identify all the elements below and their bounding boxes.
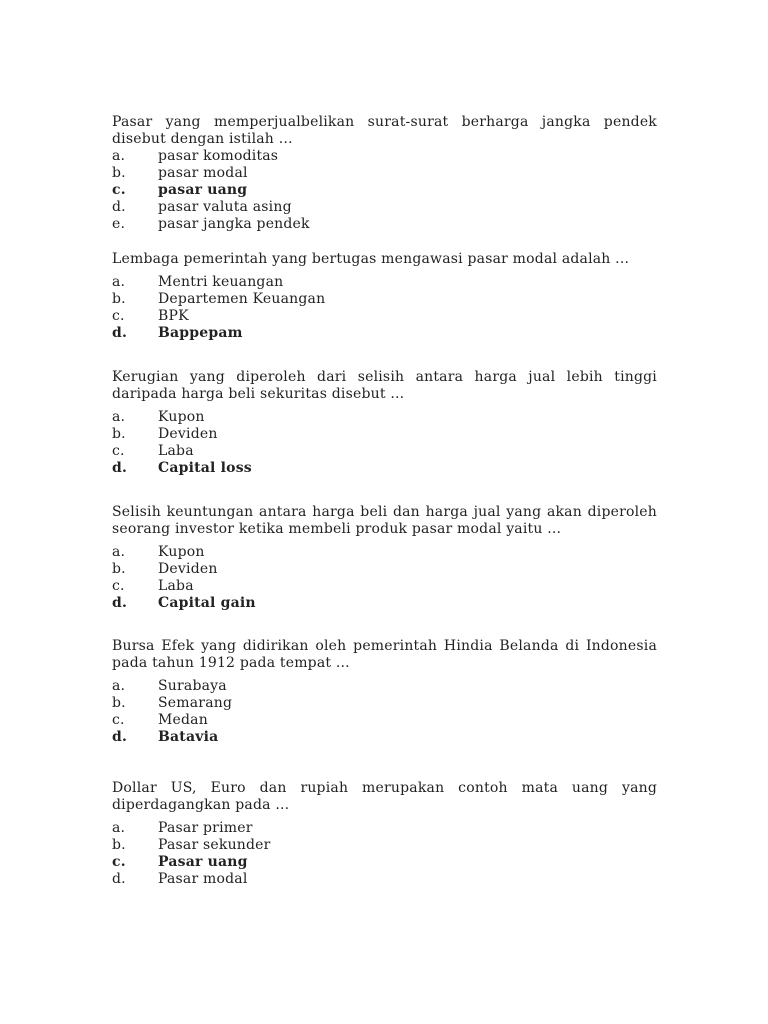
option-text: Capital loss <box>158 460 252 476</box>
option-item <box>112 561 657 578</box>
option-text: Pasar modal <box>158 871 248 887</box>
option-letter: b. <box>112 695 126 711</box>
option-item <box>112 695 657 712</box>
question-block-1 <box>112 114 657 233</box>
option-item <box>112 578 657 595</box>
option-text: Bappepam <box>158 325 243 341</box>
option-item <box>112 871 657 888</box>
option-list <box>112 678 657 746</box>
question-text: Kerugian yang diperoleh dari selisih antara harga jual lebih tinggi daripada harga beli sekuritas disebut ... <box>112 369 657 402</box>
option-letter: b. <box>112 426 126 442</box>
option-item <box>112 274 657 291</box>
question-text: Bursa Efek yang didirikan oleh pemerintah Hindia Belanda di Indonesia pada tahun 1912 pada tempat ... <box>112 638 657 671</box>
option-text: Pasar uang <box>158 854 248 870</box>
option-item <box>112 199 657 216</box>
option-letter: d. <box>112 595 128 611</box>
option-text: Laba <box>158 578 194 594</box>
option-item <box>112 308 657 325</box>
option-text: pasar jangka pendek <box>158 216 310 232</box>
option-letter: a. <box>112 409 126 425</box>
option-item <box>112 820 657 837</box>
option-item <box>112 291 657 308</box>
option-text: BPK <box>158 308 189 324</box>
option-list <box>112 409 657 477</box>
option-item <box>112 216 657 233</box>
option-item <box>112 409 657 426</box>
question-text: Pasar yang memperjualbelikan surat-surat berharga jangka pendek disebut dengan istilah … <box>112 114 657 147</box>
option-list <box>112 274 657 342</box>
option-item <box>112 148 657 165</box>
correct-option-item <box>112 460 657 477</box>
option-text: Laba <box>158 443 194 459</box>
question-text: Lembaga pemerintah yang bertugas mengawasi pasar modal adalah ... <box>112 251 630 267</box>
option-text: Semarang <box>158 695 233 711</box>
option-item <box>112 426 657 443</box>
option-letter: b. <box>112 291 126 307</box>
option-letter: c. <box>112 443 125 459</box>
option-item <box>112 443 657 460</box>
option-letter: c. <box>112 308 125 324</box>
option-item <box>112 544 657 561</box>
option-list <box>112 820 657 888</box>
option-letter: c. <box>112 578 125 594</box>
option-letter: c. <box>112 182 126 198</box>
option-text: Mentri keuangan <box>158 274 284 290</box>
option-list <box>112 148 657 233</box>
option-text: Pasar primer <box>158 820 253 836</box>
option-text: Batavia <box>158 729 219 745</box>
option-letter: b. <box>112 165 126 181</box>
question-block-2 <box>112 251 657 342</box>
option-text: Deviden <box>158 561 218 577</box>
option-letter: c. <box>112 712 125 728</box>
question-text: Selisih keuntungan antara harga beli dan harga jual yang akan diperoleh seorang investor ketika membeli produk pasar modal yaitu ... <box>112 504 657 537</box>
option-text: Kupon <box>158 544 205 560</box>
correct-option-item <box>112 854 657 871</box>
option-letter: c. <box>112 854 126 870</box>
question-block-4 <box>112 504 657 612</box>
option-list <box>112 544 657 612</box>
question-block-5 <box>112 638 657 746</box>
option-item <box>112 712 657 729</box>
option-item <box>112 678 657 695</box>
question-text: Dollar US, Euro dan rupiah merupakan contoh mata uang yang diperdagangkan pada ... <box>112 780 657 813</box>
option-text: pasar modal <box>158 165 248 181</box>
option-text: Kupon <box>158 409 205 425</box>
question-block-3 <box>112 369 657 477</box>
option-text: pasar valuta asing <box>158 199 292 215</box>
option-letter: d. <box>112 325 128 341</box>
option-letter: d. <box>112 199 126 215</box>
option-letter: d. <box>112 460 128 476</box>
option-letter: e. <box>112 216 126 232</box>
option-text: Deviden <box>158 426 218 442</box>
option-text: Departemen Keuangan <box>158 291 326 307</box>
option-letter: a. <box>112 544 126 560</box>
option-letter: a. <box>112 820 126 836</box>
option-text: pasar komoditas <box>158 148 279 164</box>
correct-option-item <box>112 325 657 342</box>
correct-option-item <box>112 595 657 612</box>
option-letter: a. <box>112 274 126 290</box>
correct-option-item <box>112 182 657 199</box>
option-letter: a. <box>112 148 126 164</box>
option-letter: b. <box>112 837 126 853</box>
option-text: Capital gain <box>158 595 256 611</box>
option-text: Surabaya <box>158 678 227 694</box>
option-text: Pasar sekunder <box>158 837 271 853</box>
option-letter: d. <box>112 871 126 887</box>
option-letter: a. <box>112 678 126 694</box>
option-text: pasar uang <box>158 182 248 198</box>
question-block-6 <box>112 780 657 888</box>
option-item <box>112 837 657 854</box>
option-letter: d. <box>112 729 128 745</box>
option-letter: b. <box>112 561 126 577</box>
option-text: Medan <box>158 712 208 728</box>
correct-option-item <box>112 729 657 746</box>
option-item <box>112 165 657 182</box>
